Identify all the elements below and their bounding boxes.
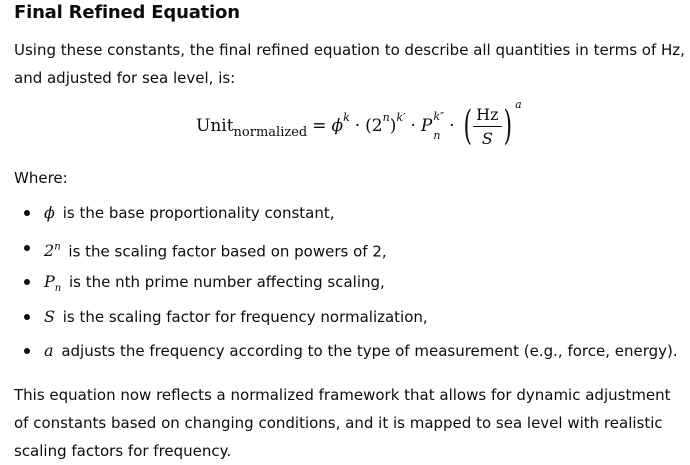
symbol-phi: ϕ [44, 203, 55, 222]
intro-paragraph: Using these constants, the final refined equation to describe all quantities in terms of Hz, and adjusted for sea level, is: [14, 41, 685, 87]
bullet-text: adjusts the frequency according to the type of measurement (e.g., force, energy). [61, 342, 678, 360]
eq-lhs-base: Unit [196, 116, 234, 136]
eq-p-exp: k″ [433, 110, 445, 123]
eq-dot-3: · [449, 116, 455, 136]
eq-dot-1: · [354, 116, 361, 136]
eq-equals: = [312, 116, 327, 136]
bullet-text: is the base proportionality constant, [62, 204, 335, 222]
eq-two-close: ) [389, 116, 397, 136]
eq-p-sub: n [433, 129, 441, 142]
closing-paragraph: This equation now reflects a normalized framework that allows for dynamic adjustment of constants based on changing conditions, and it is mapped to sea level with realistic scaling factors for frequency. [14, 386, 671, 460]
eq-right-paren: ) [503, 103, 512, 149]
eq-phi: ϕ [331, 116, 344, 136]
definition-list [14, 198, 686, 371]
eq-frac-num: Hz [473, 105, 501, 127]
symbol-p-n [44, 272, 62, 295]
eq-p-scripts [433, 110, 445, 142]
list-item [14, 198, 686, 233]
section-heading: Final Refined Equation [14, 2, 240, 23]
bullet-text: is the scaling factor based on powers of 2, [68, 241, 387, 260]
list-item [14, 267, 686, 302]
symbol-a: a [44, 341, 54, 360]
bullet-dot-icon [24, 279, 30, 285]
symbol-p-base: P [44, 272, 55, 291]
symbol-s: S [44, 306, 55, 326]
eq-kprime: k′ [396, 110, 406, 124]
eq-left-paren: ( [463, 103, 472, 149]
eq-outer-exp: a [515, 97, 522, 111]
symbol-two-base: 2 [44, 240, 55, 260]
symbol-p-sub: n [54, 283, 62, 295]
eq-dot-2: · [410, 116, 416, 136]
list-item [14, 233, 686, 268]
eq-frac-den: S [481, 128, 493, 148]
bullet-text: is the scaling factor for frequency normalization, [62, 307, 428, 326]
eq-phi-exp: k [343, 110, 350, 124]
symbol-two-n [44, 241, 61, 260]
refined-equation [196, 96, 522, 156]
eq-two-exp: n [382, 110, 390, 124]
list-item [14, 336, 686, 371]
eq-lhs-sub: normalized [233, 124, 308, 140]
symbol-two-exp: n [54, 241, 61, 253]
where-label: Where: [14, 169, 68, 187]
list-item [14, 302, 686, 337]
bullet-dot-icon [24, 348, 30, 354]
bullet-dot-icon [24, 245, 30, 251]
eq-fraction [473, 105, 501, 148]
bullet-dot-icon [24, 314, 30, 320]
bullet-text: is the nth prime number affecting scaling, [69, 273, 385, 291]
bullet-dot-icon [24, 210, 30, 216]
eq-two: (2 [365, 116, 383, 136]
eq-p: P [420, 116, 433, 136]
